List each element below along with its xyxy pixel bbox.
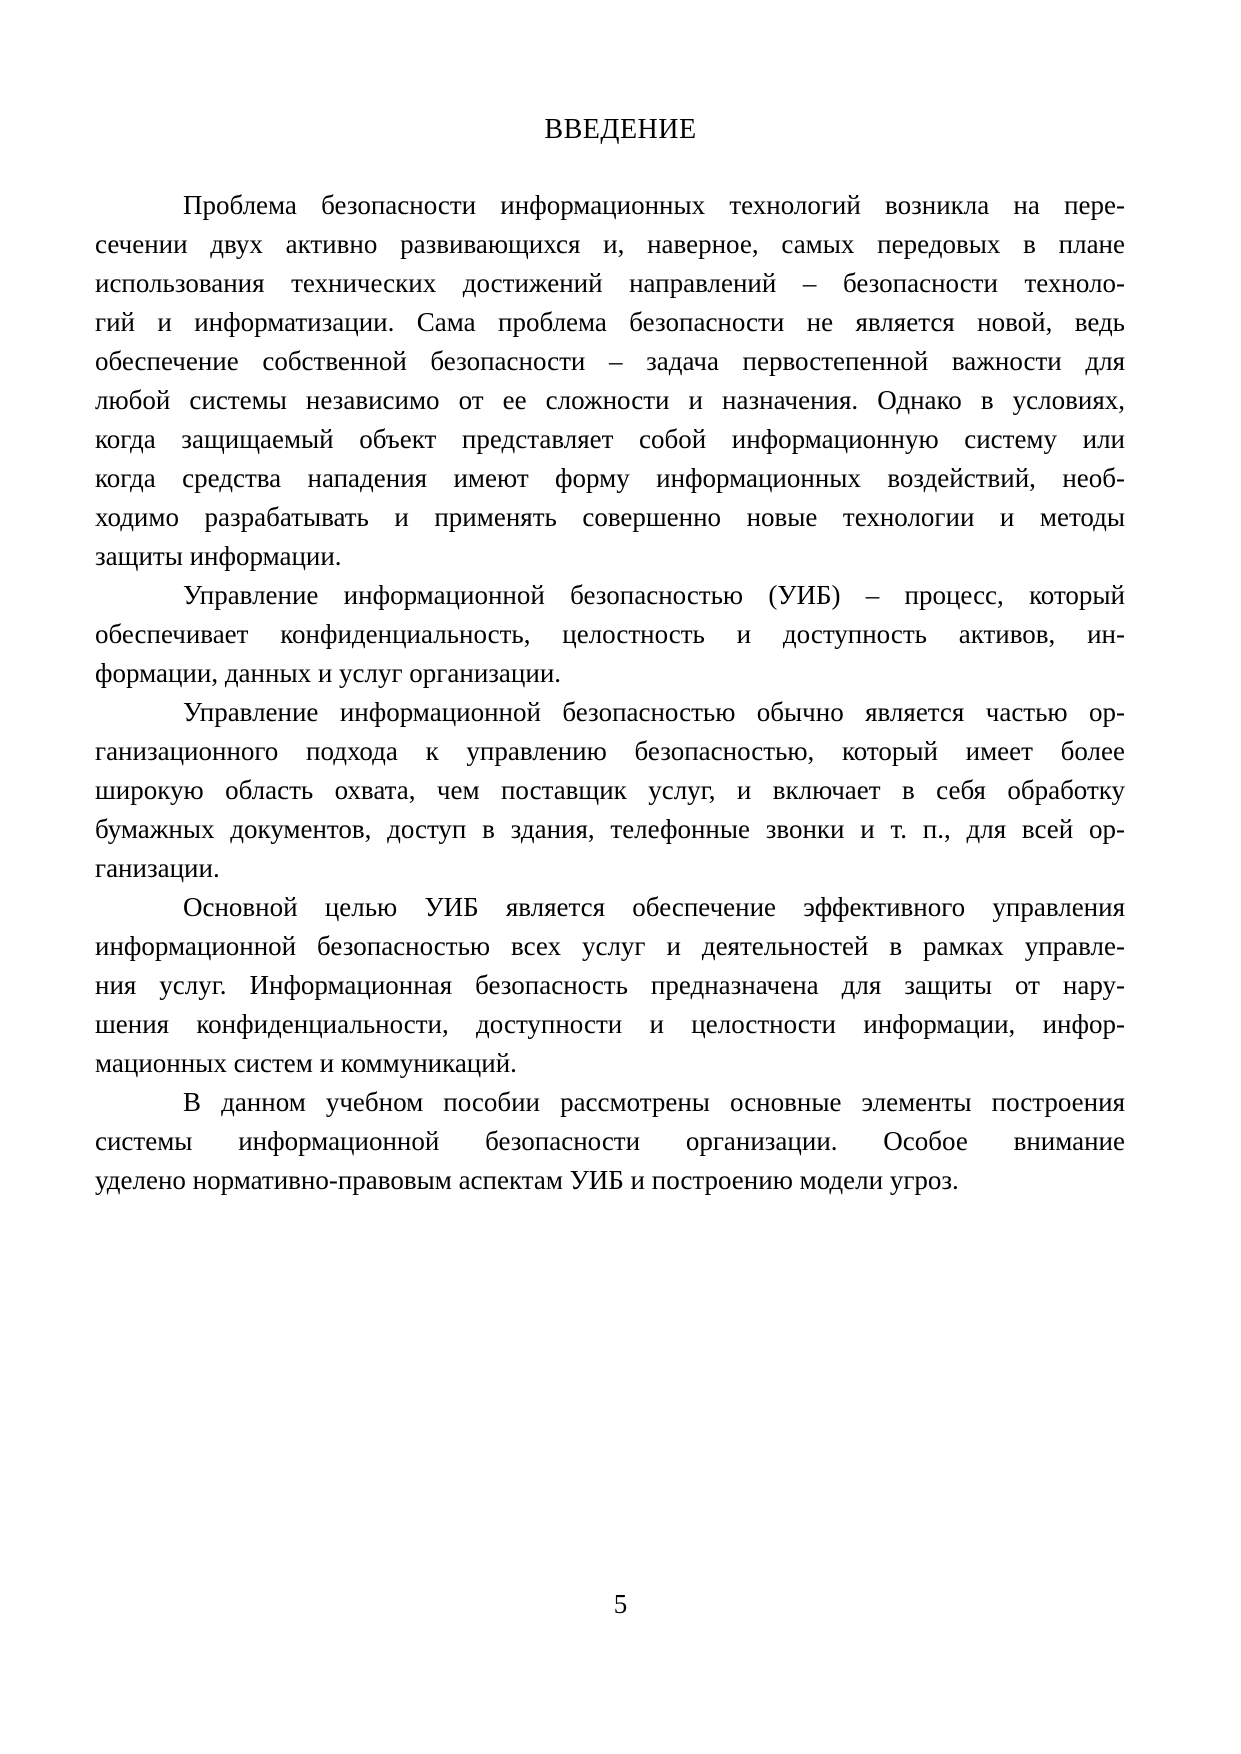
body-text	[95, 186, 1125, 1200]
paragraph	[95, 693, 1125, 888]
text-line: Проблема безопасности информационных технологий возникла на пере-	[183, 190, 1125, 220]
text-line: бумажных документов, доступ в здания, телефонные звонки и т. п., для всей ор-	[95, 814, 1125, 844]
text-line: когда защищаемый объект представляет собой информационную систему или	[95, 424, 1125, 454]
text-line: В данном учебном пособии рассмотрены основные элементы построения	[183, 1087, 1125, 1117]
paragraph	[95, 1083, 1125, 1200]
text-line: ганизации.	[95, 853, 220, 883]
text-line: обеспечивает конфиденциальность, целостность и доступность активов, ин-	[95, 619, 1125, 649]
text-line: формации, данных и услуг организации.	[95, 658, 562, 688]
text-line: информационной безопасностью всех услуг и деятельностей в рамках управле-	[95, 931, 1125, 961]
paragraph	[95, 576, 1125, 693]
text-line: ганизационного подхода к управлению безопасностью, который имеет более	[95, 736, 1125, 766]
page-number: 5	[613, 1589, 628, 1619]
text-line: уделено нормативно-правовым аспектам УИБ и построению модели угроз.	[95, 1165, 959, 1195]
text-line: любой системы независимо от ее сложности и назначения. Однако в условиях,	[95, 385, 1125, 415]
text-line: сечении двух активно развивающихся и, наверное, самых передовых в плане	[95, 229, 1125, 259]
text-line: шения конфиденциальности, доступности и целостности информации, инфор-	[95, 1009, 1125, 1039]
text-line: ния услуг. Информационная безопасность предназначена для защиты от нару-	[95, 970, 1125, 1000]
paragraph	[95, 186, 1125, 576]
text-line: мационных систем и коммуникаций.	[95, 1048, 517, 1078]
text-line: Основной целью УИБ является обеспечение эффективного управления	[183, 892, 1125, 922]
text-line: защиты информации.	[95, 541, 342, 571]
text-line: использования технических достижений направлений – безопасности техноло-	[95, 268, 1125, 298]
text-line: ходимо разрабатывать и применять совершенно новые технологии и методы	[95, 502, 1125, 532]
text-line: системы информационной безопасности организации. Особое внимание	[95, 1126, 1125, 1156]
section-heading: ВВЕДЕНИЕ	[544, 114, 697, 145]
text-line: обеспечение собственной безопасности – задача первостепенной важности для	[95, 346, 1125, 376]
text-line: Управление информационной безопасностью обычно является частью ор-	[183, 697, 1125, 727]
text-line: широкую область охвата, чем поставщик услуг, и включает в себя обработку	[95, 775, 1125, 805]
text-line: когда средства нападения имеют форму информационных воздействий, необ-	[95, 463, 1125, 493]
text-line: Управление информационной безопасностью (УИБ) – процесс, который	[183, 580, 1125, 610]
text-line: гий и информатизации. Сама проблема безопасности не является новой, ведь	[95, 307, 1125, 337]
paragraph	[95, 888, 1125, 1083]
